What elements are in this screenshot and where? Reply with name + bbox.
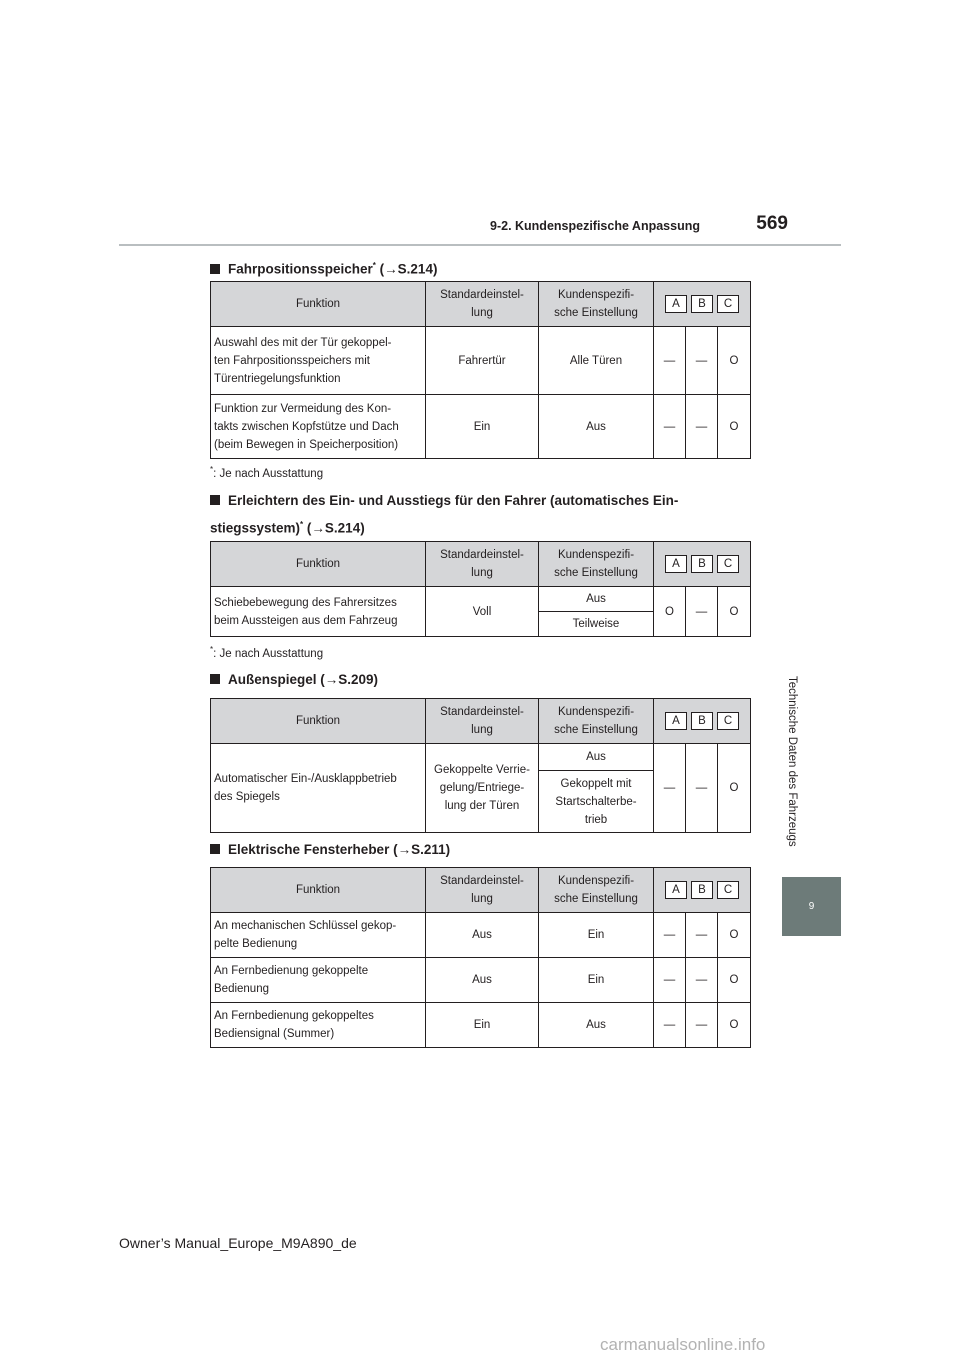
cell-custom-option: Teilweise [539, 612, 654, 637]
table-header-row [211, 282, 751, 327]
header-custom: Kundenspezifi- sche Einstellung [539, 699, 654, 744]
cell-function: An Fernbedienung gekoppeltes Bediensignal (Summer) [211, 1003, 426, 1048]
square-bullet-icon [210, 495, 220, 505]
cell-a: — [654, 1003, 686, 1048]
heading-title: Außenspiegel [228, 672, 317, 687]
cell-custom-option: Aus [539, 744, 654, 771]
section-heading-power-windows: Elektrische Fensterheber (→S.211) [210, 838, 450, 862]
cell-custom: Aus [539, 1003, 654, 1048]
cell-b: — [686, 327, 718, 395]
cell-a: — [654, 744, 686, 833]
cell-custom: Alle Türen [539, 327, 654, 395]
cell-custom: Aus [539, 395, 654, 459]
page-number: 569 [756, 213, 788, 234]
page-reference-link[interactable]: S.211 [411, 842, 446, 857]
page-reference-link[interactable]: S.209 [338, 672, 374, 687]
cell-a: — [654, 327, 686, 395]
arrow-icon: → [324, 672, 339, 687]
arrow-icon: → [311, 520, 325, 536]
heading-title: Fahrpositionsspeicher [228, 261, 373, 277]
cell-c: O [718, 958, 751, 1003]
table-row [211, 327, 751, 395]
header-c-box: C [717, 881, 739, 899]
cell-function: An mechanischen Schlüssel gekop- pelte Bedienung [211, 913, 426, 958]
settings-table-outside-mirrors [210, 698, 751, 833]
table-header-row [211, 699, 751, 744]
cell-default: Aus [426, 913, 539, 958]
arrow-icon: → [397, 842, 412, 857]
cell-c: O [718, 744, 751, 833]
cell-a: — [654, 913, 686, 958]
cell-default: Fahrertür [426, 327, 539, 395]
header-a-box: A [665, 881, 687, 899]
section-heading-outside-mirrors: Außenspiegel (→S.209) [210, 668, 378, 692]
header-a-box: A [665, 555, 687, 573]
cell-custom: Ein [539, 913, 654, 958]
cell-default: Gekoppelte Verrie- gelung/Entriege- lung der Türen [426, 744, 539, 833]
settings-table-easy-access [210, 541, 751, 637]
header-default: Standardeinstel- lung [426, 542, 539, 587]
cell-a: — [654, 958, 686, 1003]
cell-b: — [686, 587, 718, 637]
cell-c: O [718, 913, 751, 958]
cell-c: O [718, 587, 751, 637]
header-c-box: C [717, 712, 739, 730]
cell-a: O [654, 587, 686, 637]
cell-c: O [718, 327, 751, 395]
footnote: *: Je nach Ausstattung [210, 465, 324, 480]
table-row [211, 913, 751, 958]
heading-title-line2: stiegssystem) [210, 520, 301, 536]
document-footer: Owner’s Manual_Europe_M9A890_de [119, 1235, 357, 1251]
header-abc [654, 542, 751, 587]
table-row [211, 587, 751, 612]
cell-b: — [686, 744, 718, 833]
watermark: carmanualsonline.info [600, 1335, 766, 1354]
cell-default: Ein [426, 395, 539, 459]
cell-function: Auswahl des mit der Tür gekoppel- ten Fahrpositionsspeichers mit Türentriegelungsfunktion [211, 327, 426, 395]
header-custom: Kundenspezifi- sche Einstellung [539, 868, 654, 913]
heading-star: * [372, 261, 376, 270]
cell-custom-option: Gekoppelt mit Startschalterbe- trieb [539, 771, 654, 833]
header-b-box: B [691, 295, 713, 313]
cell-c: O [718, 395, 751, 459]
header-function: Funktion [211, 542, 426, 587]
table-header-row [211, 542, 751, 587]
cell-function: Funktion zur Vermeidung des Kon- takts zwischen Kopfstütze und Dach (beim Bewegen in Speicherposition) [211, 395, 426, 459]
side-tab-label: Technische Daten des Fahrzeugs [786, 676, 798, 847]
header-custom: Kundenspezifi- sche Einstellung [539, 282, 654, 327]
page-reference-link[interactable]: S.214 [324, 520, 361, 536]
table-row [211, 744, 751, 771]
heading-title-line1: Erleichtern des Ein- und Ausstiegs für den Fahrer (automatisches Ein- [228, 493, 679, 508]
header-abc [654, 868, 751, 913]
settings-table-driving-position-memory [210, 281, 751, 459]
table-header-row [211, 868, 751, 913]
footnote: *: Je nach Ausstattung [210, 645, 324, 660]
section-header: 9-2. Kundenspezifische Anpassung [490, 219, 700, 233]
header-function: Funktion [211, 868, 426, 913]
header-a-box: A [665, 295, 687, 313]
table-row [211, 1003, 751, 1048]
settings-table-power-windows [210, 867, 751, 1048]
section-heading-easy-access: Erleichtern des Ein- und Ausstiegs für den Fahrer (automatisches Ein- stiegssystem)* (→S.214) [210, 493, 679, 536]
cell-default: Aus [426, 958, 539, 1003]
section-heading-driving-position-memory: Fahrpositionsspeicher* (→S.214) [210, 254, 437, 282]
square-bullet-icon [210, 674, 220, 684]
cell-default: Voll [426, 587, 539, 637]
heading-star: * [300, 520, 304, 529]
header-abc [654, 699, 751, 744]
header-default: Standardeinstel- lung [426, 282, 539, 327]
table-row [211, 395, 751, 459]
cell-custom: Ein [539, 958, 654, 1003]
cell-b: — [686, 1003, 718, 1048]
table-row [211, 958, 751, 1003]
header-c-box: C [717, 555, 739, 573]
header-divider [119, 244, 841, 246]
cell-default: Ein [426, 1003, 539, 1048]
header-function: Funktion [211, 282, 426, 327]
cell-function: Automatischer Ein-/Ausklappbetrieb des Spiegels [211, 744, 426, 833]
header-default: Standardeinstel- lung [426, 699, 539, 744]
header-b-box: B [691, 555, 713, 573]
cell-a: — [654, 395, 686, 459]
header-b-box: B [691, 712, 713, 730]
header-a-box: A [665, 712, 687, 730]
square-bullet-icon [210, 844, 220, 854]
cell-b: — [686, 958, 718, 1003]
cell-b: — [686, 395, 718, 459]
cell-c: O [718, 1003, 751, 1048]
square-bullet-icon [210, 264, 220, 274]
heading-title: Elektrische Fensterheber [228, 842, 390, 857]
arrow-icon: → [384, 261, 398, 277]
cell-function: An Fernbedienung gekoppelte Bedienung [211, 958, 426, 1003]
cell-custom-option: Aus [539, 587, 654, 612]
header-b-box: B [691, 881, 713, 899]
side-tab-chapter [782, 877, 841, 936]
page-reference-link[interactable]: S.214 [397, 261, 433, 277]
header-default: Standardeinstel- lung [426, 868, 539, 913]
cell-b: — [686, 913, 718, 958]
header-c-box: C [717, 295, 739, 313]
header-custom: Kundenspezifi- sche Einstellung [539, 542, 654, 587]
cell-function: Schiebebewegung des Fahrersitzes beim Aussteigen aus dem Fahrzeug [211, 587, 426, 637]
header-abc [654, 282, 751, 327]
header-function: Funktion [211, 699, 426, 744]
side-tab-number: 9 [808, 901, 815, 912]
